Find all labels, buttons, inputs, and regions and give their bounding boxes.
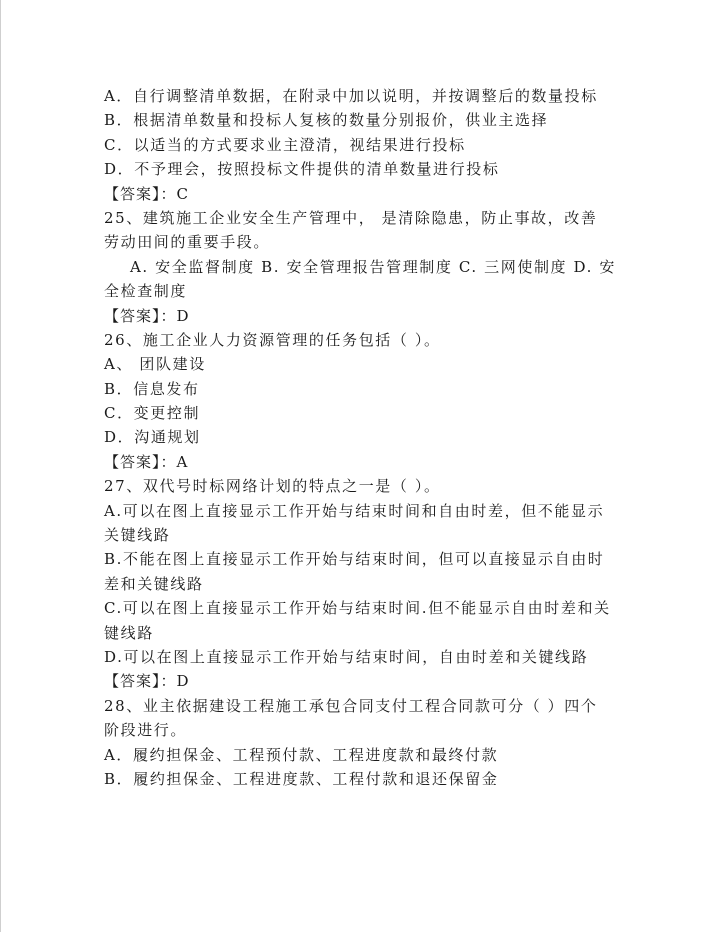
q26-option-c: C．变更控制 (104, 404, 201, 423)
q28-option-a: A．履约担保金、工程预付款、工程进度款和最终付款 (104, 745, 499, 764)
q25-options-line2: 全检查制度 (104, 282, 188, 301)
q24-answer: 【答案】：C (104, 184, 189, 203)
q26-option-a: A、 团队建设 (104, 355, 206, 374)
q25-options-line1: A. 安全监督制度 B. 安全管理报告管理制度 C. 三网使制度 D. 安 (130, 257, 616, 276)
q24-option-c: C．以适当的方式要求业主澄清，视结果进行投标 (104, 135, 466, 154)
q25-question-line2: 劳动田间的重要手段。 (104, 233, 271, 252)
q27-option-c-line1: C.可以在图上直接显示工作开始与结束时间.但不能显示自由时差和关 (104, 599, 611, 618)
q27-option-a-line1: A.可以在图上直接显示工作开始与结束时间和自由时差，但不能显示 (104, 501, 605, 520)
q26-option-b: B．信息发布 (104, 379, 200, 398)
q26-answer: 【答案】：A (104, 452, 189, 471)
q24-option-b: B．根据清单数量和投标人复核的数量分别报价，供业主选择 (104, 111, 549, 130)
q27-option-b-line2: 差和关键线路 (104, 574, 204, 593)
q27-option-a-line2: 关键线路 (104, 526, 171, 545)
document-body (104, 84, 624, 791)
q27-question: 27、双代号时标网络计划的特点之一是（ ）。 (104, 477, 441, 496)
q27-answer: 【答案】：D (104, 672, 190, 691)
q28-option-b: B．履约担保金、工程进度款、工程付款和退还保留金 (104, 769, 499, 788)
q25-question-line1: 25、建筑施工企业安全生产管理中， 是清除隐患，防止事故，改善 (104, 208, 598, 227)
q27-option-d: D.可以在图上直接显示工作开始与结束时间，自由时差和关键线路 (104, 647, 589, 666)
q26-question: 26、施工企业人力资源管理的任务包括（ ）。 (104, 330, 441, 349)
q24-option-d: D．不予理会，按照投标文件提供的清单数量进行投标 (104, 160, 500, 179)
q27-option-b-line1: B.不能在图上直接显示工作开始与结束时间，但可以直接显示自由时 (104, 550, 605, 569)
q24-option-a: A．自行调整清单数据，在附录中加以说明，并按调整后的数量投标 (104, 87, 598, 105)
q27-option-c-line2: 键线路 (104, 623, 154, 642)
q25-answer: 【答案】：D (104, 306, 190, 325)
q26-option-d: D．沟通规划 (104, 428, 201, 447)
q28-question-line1: 28、业主依据建设工程施工承包合同支付工程合同款可分（ ）四个 (104, 696, 598, 715)
q28-question-line2: 阶段进行。 (104, 721, 188, 740)
